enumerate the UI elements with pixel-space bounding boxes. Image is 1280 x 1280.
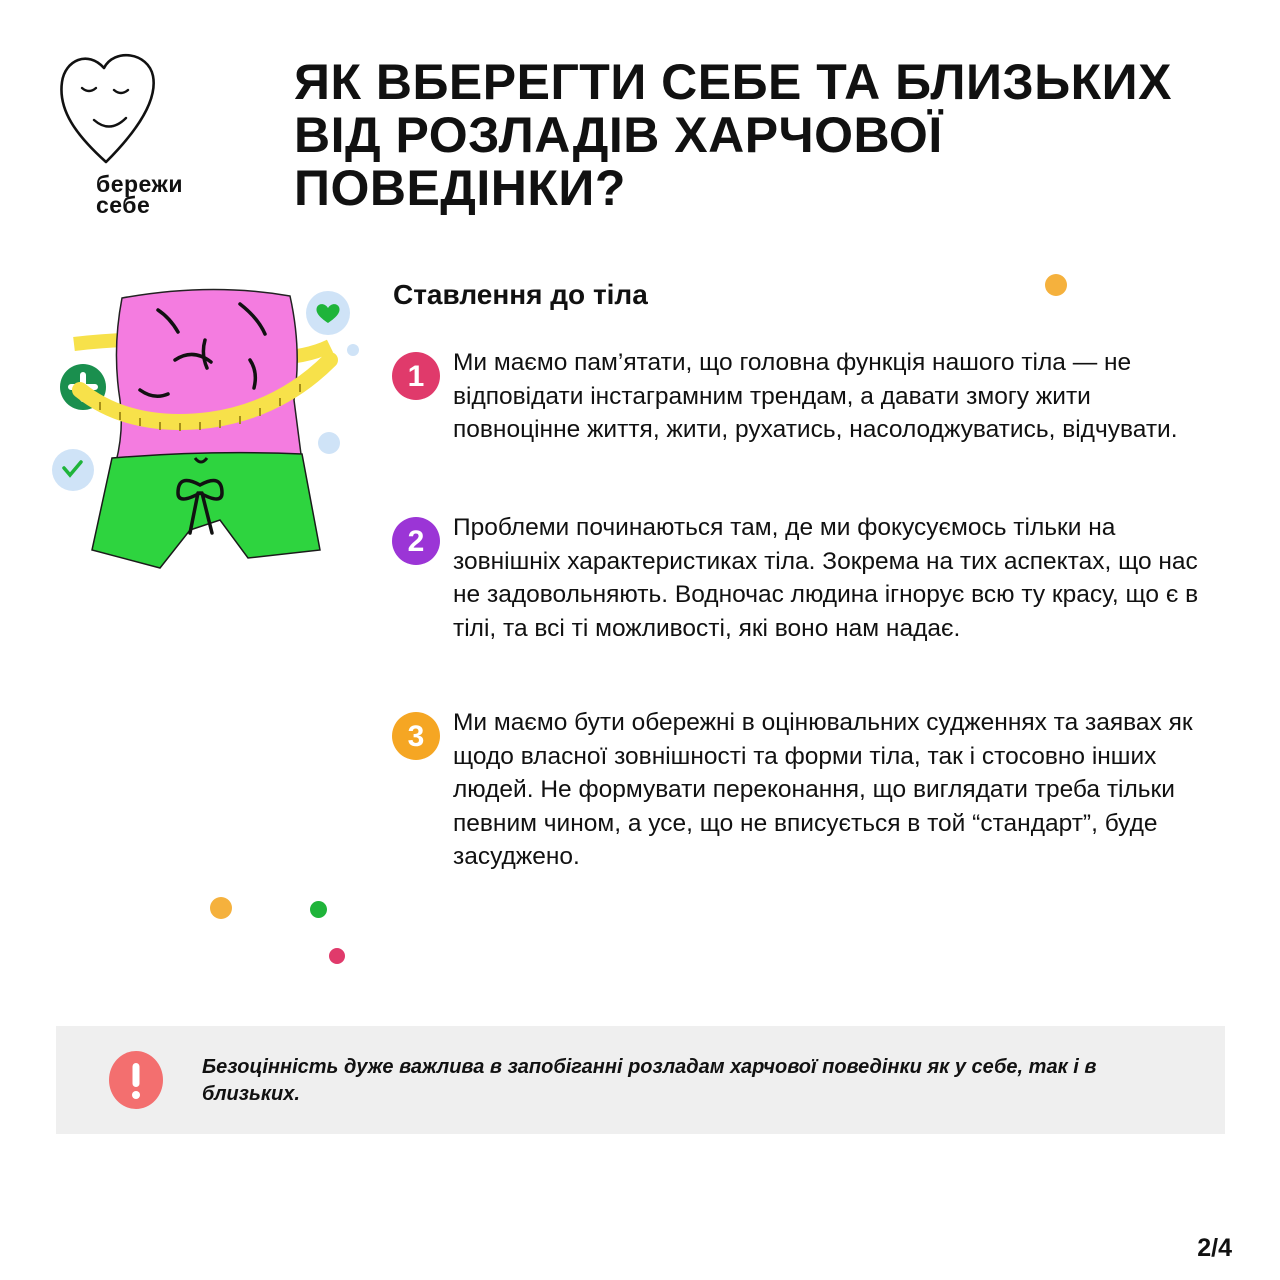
number-badge-1-icon xyxy=(390,350,442,402)
heart-face-icon xyxy=(56,50,166,170)
page-title: ЯК ВБЕРЕГТИ СЕБЕ ТА БЛИЗЬКИХ ВІД РОЗЛАДІВ ХАРЧОВОЇ ПОВЕДІНКИ? xyxy=(294,54,1172,216)
number-badge-label: 1 xyxy=(407,360,425,393)
logo-wordmark xyxy=(96,171,183,218)
logo-line-1: бережи xyxy=(96,171,183,197)
section-title: Ставлення до тіла xyxy=(393,279,648,310)
body-illustration xyxy=(40,280,380,580)
decorative-dot xyxy=(1045,274,1067,296)
decorative-dot xyxy=(329,948,345,964)
exclamation-icon xyxy=(108,1050,164,1110)
list-item-text: Проблеми починаються там, де ми фокусуємось тільки на зовнішніх характеристиках тіла. Зокрема на тих аспектах, що нас не задовольняють. Водночас людина ігнорує всю ту красу, що є в тілі, та всі ті можливості, які воно нам надає. xyxy=(453,514,1199,642)
logo xyxy=(56,50,216,220)
number-badge-label: 2 xyxy=(407,525,425,558)
decorative-dot xyxy=(210,897,232,919)
logo-line-2: себе xyxy=(96,192,151,218)
list-item-text: Ми маємо пам’ятати, що головна функція нашого тіла — не відповідати інстаграмним трендам, а давати змогу жити повноцінне життя, жити, рухатись, насолоджуватись, відчувати. xyxy=(453,349,1178,443)
number-badge-2-icon xyxy=(390,515,442,567)
page-number: 2/4 xyxy=(1197,1234,1232,1262)
list-item-text: Ми маємо бути обережні в оцінювальних судженнях та заявах як щодо власної зовнішності та форми тіла, так і стосовно інших людей. Не формувати переконання, що виглядати треба тільки певним чином, а усе, що не вписується в той “стандарт”, буде засуджено. xyxy=(453,709,1193,870)
number-badge-label: 3 xyxy=(407,720,425,753)
number-badge-3-icon xyxy=(390,710,442,762)
decorative-dot xyxy=(310,901,327,918)
note-box xyxy=(56,1026,1225,1134)
note-text: Безоцінність дуже важлива в запобіганні розладам харчової поведінки як у себе, так і в близьких. xyxy=(202,1056,1097,1105)
torso-shape xyxy=(116,289,302,462)
